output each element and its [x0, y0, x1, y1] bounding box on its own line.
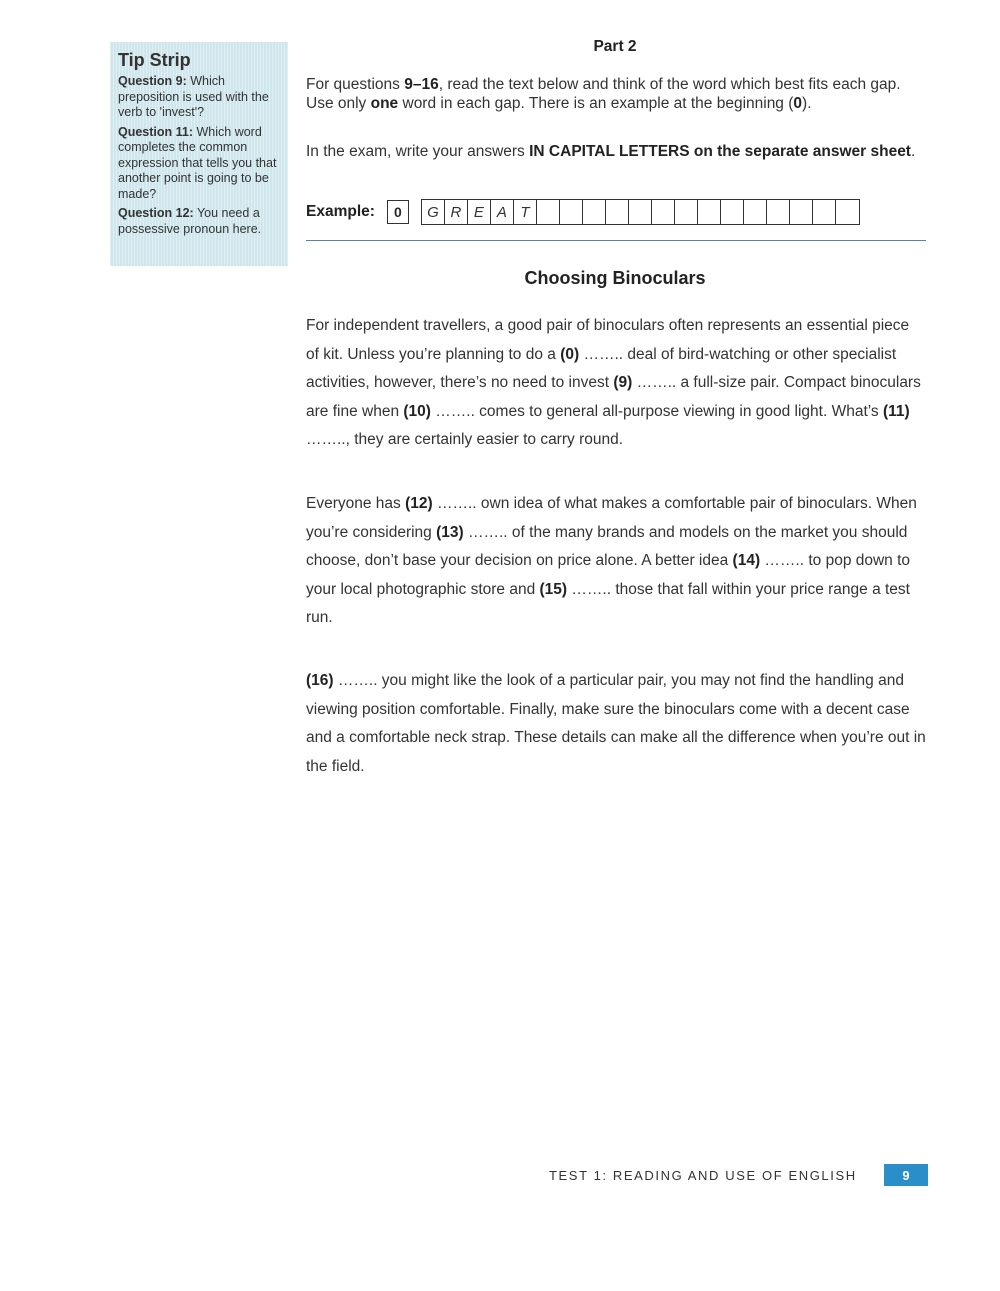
- tip-strip-title: Tip Strip: [118, 50, 191, 70]
- page-number: 9: [884, 1164, 928, 1186]
- text-paragraph-1: For independent travellers, a good pair of binoculars often represents an essential piece of kit. Unless you’re planning to do a (0) …….. deal of bird-watching or other specialist activities, however, there’s no need to invest (9) …….. a full-size pair. Compact binoculars are fine when (10) …….. comes to general all-purpose viewing in good light. What’s (11) …….., they are certainly easier to carry round.: [306, 317, 921, 448]
- answer-cell: A: [491, 200, 514, 224]
- answer-cell: [652, 200, 675, 224]
- text-paragraph-2: Everyone has (12) …….. own idea of what makes a comfortable pair of binoculars. When you’re considering (13) …….. of the many brands and models on the market you should choose, don’t base your decision on price alone. A better idea (14) …….. to pop down to your local photographic store and (15) …….. those that fall within your price range a test run.: [306, 495, 917, 626]
- tip-question-label: Question 12:: [118, 206, 194, 220]
- answer-cell: [675, 200, 698, 224]
- tip-text: Which preposition is used with the verb to 'invest'?: [118, 74, 269, 119]
- answer-cell: [767, 200, 790, 224]
- text-paragraph-3: (16) …….. you might like the look of a particular pair, you may not find the handling and viewing position comfortable. Finally, make sure the binoculars come with a decent case and a comfortable neck strap. These details can make all the difference when you’re out in the field.: [306, 672, 926, 775]
- answer-cell: [790, 200, 813, 224]
- answer-cell: [583, 200, 606, 224]
- answer-cell: T: [514, 200, 537, 224]
- part-heading: Part 2: [593, 38, 637, 55]
- answer-cell: [629, 200, 652, 224]
- tip-item: [118, 74, 280, 121]
- tip-question-label: Question 11:: [118, 124, 194, 139]
- answer-cell: [813, 200, 836, 224]
- tip-text: Which word completes the common expression that tells you that another point is going to be made?: [118, 124, 277, 201]
- tip-strip: [110, 42, 288, 266]
- tip-text: You need a possessive pronoun here.: [118, 206, 262, 236]
- example-label: Example:: [306, 203, 375, 220]
- example-row: [306, 198, 860, 226]
- answer-cell: G: [422, 200, 445, 224]
- answer-cell: [698, 200, 721, 224]
- section-divider: [306, 240, 926, 241]
- tip-item: [118, 206, 280, 237]
- tip-question-label: Question 9:: [118, 74, 187, 88]
- answer-cell: [606, 200, 629, 224]
- exam-note-paragraph: In the exam, write your answers IN CAPITAL LETTERS on the separate answer sheet.: [306, 143, 916, 160]
- answer-grid: [421, 199, 860, 225]
- footer-label: TEST 1: READING AND USE OF ENGLISH: [549, 1168, 857, 1183]
- answer-cell: [537, 200, 560, 224]
- answer-cell: [836, 200, 859, 224]
- answer-cell: E: [468, 200, 491, 224]
- text-title: Choosing Binoculars: [524, 268, 706, 288]
- answer-cell: [744, 200, 767, 224]
- answer-cell: [560, 200, 583, 224]
- instructions-paragraph: For questions 9–16, read the text below and think of the word which best fits each gap. Use only one word in each gap. There is an example at the beginning (0).: [306, 76, 901, 112]
- tip-item: [118, 125, 280, 203]
- answer-cell: R: [445, 200, 468, 224]
- answer-cell: [721, 200, 744, 224]
- example-number-box: 0: [387, 200, 409, 224]
